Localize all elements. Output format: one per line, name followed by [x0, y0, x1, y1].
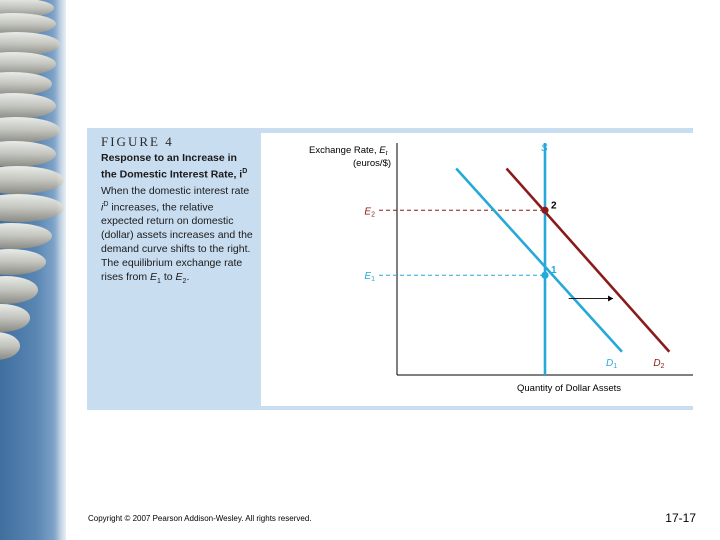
figure-label: FIGURE 4	[101, 134, 174, 149]
figure-caption	[101, 134, 253, 289]
series-label-D2: $D_2$	[653, 357, 665, 370]
figure-heading: Response to an Increase in the Domestic Interest Rate, $i^D$	[101, 152, 248, 181]
series-D2	[507, 169, 670, 352]
chart-area	[261, 133, 693, 406]
equilibrium-label-2: 2	[551, 200, 557, 212]
series-D1	[456, 169, 622, 352]
figure-description: When the domestic interest rate $i^D$ increases, the relative expected return on domestic (dollar) assets increases and the demand curve shifts to the right. The equilibrium exchange rate rises from $E_1$ to $E_2$.	[101, 184, 253, 286]
plot-layer	[364, 143, 669, 375]
y-tick-E1: $E_1$	[364, 271, 375, 284]
equilibrium-point-2	[541, 207, 548, 214]
y-axis-label: Exchange Rate, $E_t$	[309, 145, 388, 157]
shift-arrowhead	[608, 295, 613, 301]
x-axis-label: Quantity of Dollar Assets	[517, 383, 622, 394]
slide-number: 17-17	[665, 511, 696, 525]
series-label-D1: $D_1$	[605, 357, 618, 370]
figure-panel	[87, 128, 693, 410]
equilibrium-label-1: 1	[551, 265, 557, 277]
decorative-coin-strip	[0, 0, 66, 540]
copyright-text: Copyright © 2007 Pearson Addison-Wesley. All rights reserved.	[88, 514, 312, 523]
equilibrium-point-1	[541, 272, 548, 279]
y-axis-units: (euros/$)	[353, 158, 392, 169]
series-label-S: S	[541, 143, 548, 154]
y-tick-E2: $E_2$	[364, 206, 375, 219]
exchange-rate-chart	[261, 133, 693, 406]
